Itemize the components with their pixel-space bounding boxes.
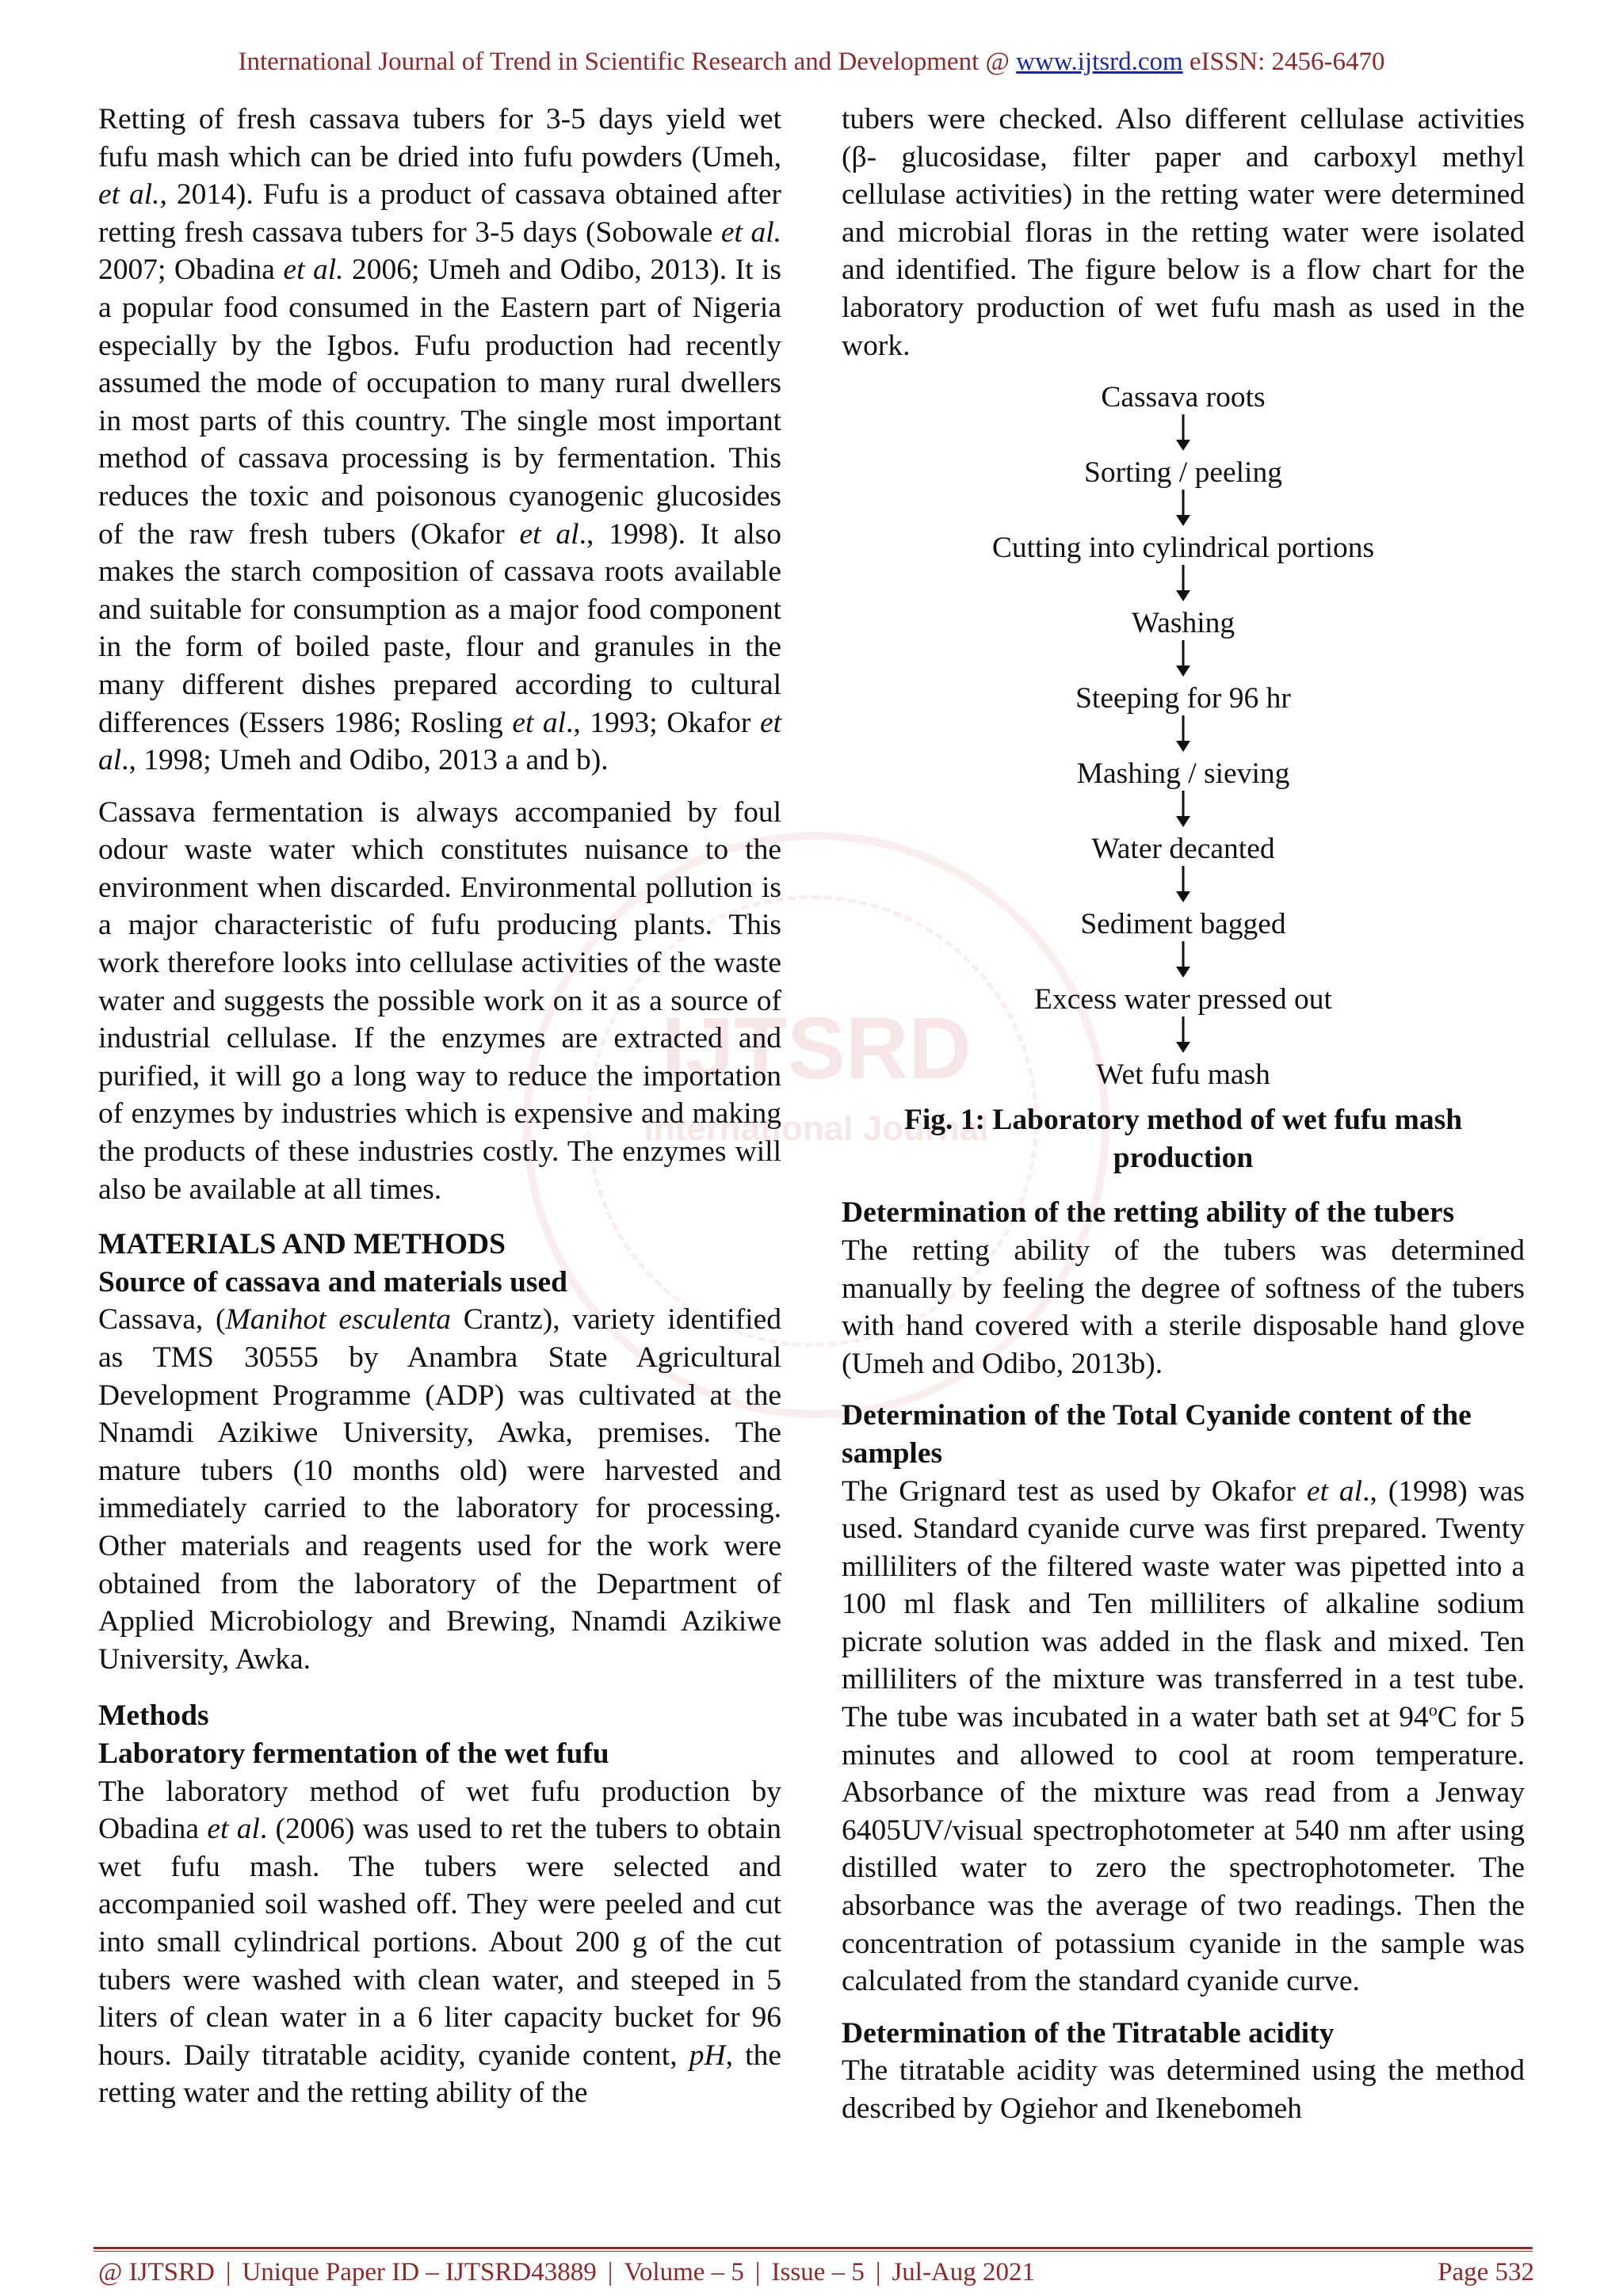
continuation-paragraph: tubers were checked. Also different cellulase activities (β- glucosidase, filter paper and carboxyl methyl cellulase activities) in the retting water were determined and microbial floras in the retting water were isolated and identified. The figure below is a flow chart for the laboratory production of wet fufu mash as used in the work. [842,103,1525,362]
arrow-down-icon [842,566,1525,605]
right-column [842,101,1525,2142]
header-journal-name: International Journal of Trend in Scientific Research and Development @ [238,48,1017,76]
arrow-down-icon [842,868,1525,906]
subheading-total-cyanide: Determination of the Total Cyanide content of the samples [842,1399,1472,1470]
arrow-down-icon [842,416,1525,454]
arrow-down-icon [842,642,1525,680]
journal-website-link[interactable]: www.ijtsrd.com [1016,48,1183,76]
left-column [98,101,781,2126]
flow-step: Wet fufu mash [1096,1058,1270,1092]
footer-journal: @ IJTSRD [98,2258,215,2286]
footer-paper-id: Unique Paper ID – IJTSRD43889 [242,2258,597,2286]
footer-separator: | [875,2258,881,2286]
titratable-paragraph: The titratable acidity was determined using the method described by Ogiehor and Ikenebomeh [842,2054,1525,2125]
source-paragraph: Cassava, (Manihot esculenta Crantz), variety identified as TMS 30555 by Anambra State Agricultural Development Programme (ADP) was cultivated at the Nnamdi Azikiwe University, Awka, premises. The mature tubers (10 months old) were harvested and immediately carried to the laboratory for processing. Other materials and reagents used for the work were obtained from the laboratory of the Department of Applied Microbiology and Brewing, Nnamdi Azikiwe University, Awka. [98,1303,781,1676]
footer-volume: Volume – 5 [624,2258,744,2286]
footer-rule [94,2247,1533,2249]
arrow-down-icon [842,943,1525,981]
flow-step: Water decanted [1091,833,1275,866]
flow-chart [842,379,1525,1093]
cyanide-paragraph: The Grignard test as used by Okafor et al., (1998) was used. Standard cyanide curve was first prepared. Twenty milliliters of the filtered waste water was pipetted into a 100 ml flask and Ten milliliters of alkaline sodium picrate solution was added in the flask and mixed. Ten milliliters of the mixture was transferred in a test tube. The tube was incubated in a water bath set at 94$^o$C for 5 minutes and allowed to cool at room temperature. Absorbance of the mixture was read from a Jenway 6405UV/visual spectrophotometer at 540 nm after using distilled water to zero the spectrophotometer. The absorbance was the average of two readings. Then the concentration of potassium cyanide in the sample was calculated from the standard cyanide curve. [842,1474,1525,1998]
arrow-down-icon [842,792,1525,830]
running-header [0,48,1623,77]
figure-caption: Fig. 1: Laboratory method of wet fufu mash production [903,1104,1463,1174]
subheading-source-of-cassava: Source of cassava and materials used [98,1265,568,1299]
retting-paragraph: The retting ability of the tubers was determined manually by feeling the degree of softness of the tubers with hand covered with a sterile disposable hand glove (Umeh and Odibo, 2013b). [842,1234,1525,1380]
footer-separator: | [225,2258,231,2286]
arrow-down-icon [842,717,1525,755]
subheading-retting-ability: Determination of the retting ability of the tubers [842,1196,1455,1230]
footer-separator: | [754,2258,761,2286]
flow-step: Steeping for 96 hr [1075,682,1291,715]
flow-step: Mashing / sieving [1076,757,1290,791]
section-heading-materials-methods: MATERIALS AND METHODS [98,1228,506,1261]
pollution-paragraph: Cassava fermentation is always accompanied by foul odour waste water which constitutes nuisance to the environment when discarded. Environmental pollution is a major characteristic of fufu producing plants. This work therefore looks into cellulase activities of the waste water and suggests the possible work on it as a source of industrial cellulase. If the enzymes are extracted and purified, it will go a long way to reduce the importation of enzymes by industries which is expensive and making the products of these industries costly. The enzymes will also be available at all times. [98,795,781,1206]
footer-date: Jul-Aug 2021 [892,2258,1036,2286]
flow-step: Sorting / peeling [1084,456,1282,490]
flow-step: Excess water pressed out [1034,983,1332,1016]
header-issn: eISSN: 2456-6470 [1182,48,1385,76]
footer-separator: | [607,2258,613,2286]
flow-step: Sediment bagged [1080,908,1286,941]
subheading-titratable-acidity: Determination of the Titratable acidity [842,2016,1335,2050]
flow-step: Washing [1131,607,1235,640]
footer-issue: Issue – 5 [771,2258,865,2286]
subheading-methods: Methods [98,1699,209,1733]
flow-step: Cutting into cylindrical portions [991,532,1375,565]
page-number: Page 532 [1438,2258,1534,2286]
lab-method-paragraph: The laboratory method of wet fufu production by Obadina et al. (2006) was used to ret the tubers to obtain wet fufu mash. The tubers were selected and accompanied soil washed off. They were peeled and cut into small cylindrical portions. About 200 g of the cut tubers were washed with clean water, and steeped in 5 liters of clean water in a 6 liter capacity bucket for 96 hours. Daily titratable acidity, cyanide content, pH, the retting water and the retting ability of the [98,1775,781,2110]
intro-paragraph: Retting of fresh cassava tubers for 3-5 days yield wet fufu mash which can be dried into fufu powders (Umeh, et al., 2014). Fufu is a product of cassava obtained after retting fresh cassava tubers for 3-5 days (Sobowale et al. 2007; Obadina et al. 2006; Umeh and Odibo, 2013). It is a popular food consumed in the Eastern part of Nigeria especially by the Igbos. Fufu production had recently assumed the mode of occupation to many rural dwellers in most parts of this country. The single most important method of cassava processing is by fermentation. This reduces the toxic and poisonous cyanogenic glucosides of the raw fresh tubers (Okafor et al., 1998). It also makes the starch composition of cassava roots available and suitable for consumption as a major food component in the form of boiled paste, flour and granules in the many different dishes prepared according to cultural differences (Essers 1986; Rosling et al., 1993; Okafor et al., 1998; Umeh and Odibo, 2013 a and b). [98,103,782,777]
running-footer [98,2253,1534,2291]
arrow-down-icon [842,491,1525,529]
seal-text-main: IJTSRD [661,1000,972,1097]
footer-rule-thin [94,2251,1533,2252]
subheading-laboratory-fermentation: Laboratory fermentation of the wet fufu [98,1737,609,1770]
seal-text-sub: International Journal [643,1109,989,1148]
arrow-down-icon [842,1018,1525,1056]
flow-step: Cassava roots [1101,381,1266,414]
